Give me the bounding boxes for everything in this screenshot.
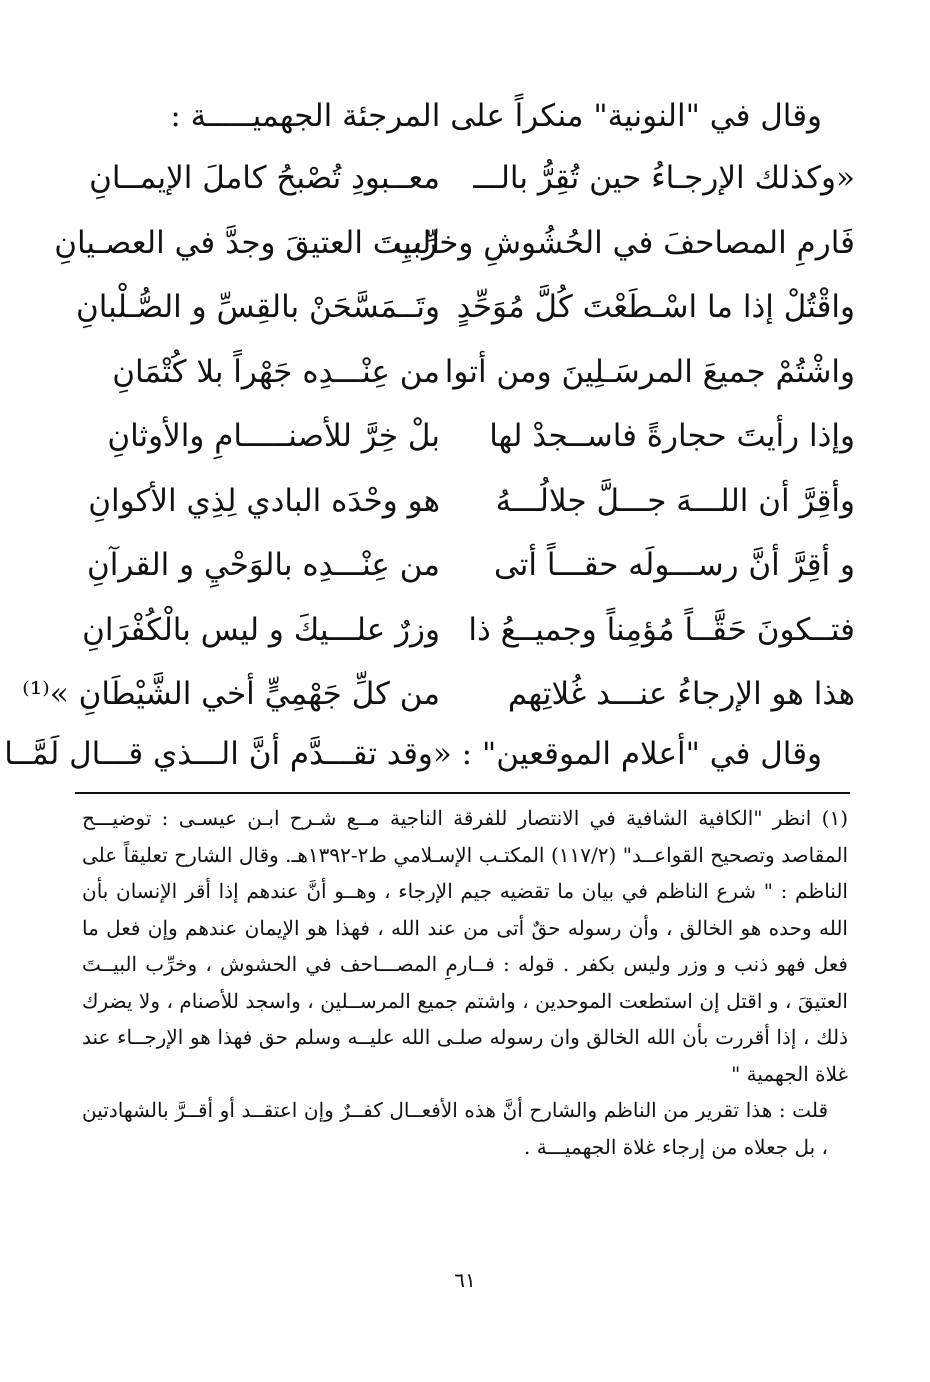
verse-second-hemistich: من عِنْـــدِه جَهْراً بلا كُتْمَانِ [112,353,440,390]
verse-first-hemistich: فتــكونَ حَقَّــاً مُؤمِناً وجميــعُ ذا [468,611,855,648]
footnotes [82,800,848,1165]
poem-verses [22,148,855,729]
section-heading: وقال في "النونية" منكراً على المرجئة الجهميـــــة : [170,98,822,134]
closing-line: وقال في "أعلام الموقعين" : «وقد تقـــدَّم أنَّ الـــذي قـــال لَمَّــا [4,736,822,772]
verse-line [89,148,855,213]
verse-line [75,277,855,342]
verse-second-hemistich: من عِنْـــدِه بالوَحْيِ و القرآنِ [87,547,440,583]
verse-line [87,535,855,600]
verse-first-hemistich: و أقِرَّ أنَّ رســـولَه حقـــاً أتى [493,547,855,583]
footnote-paragraph: قلت : هذا تقرير من الناظم والشارح أنَّ هذه الأفعــال كفــرٌ وإن اعتقــد أو أقــرَّ بالشهادتين ، بل جعلاه من إرجاء غلاة الجهميـــة . [82,1098,828,1159]
verse-line [54,213,855,278]
verse-first-hemistich: «وكذلك الإرجـاءُ حين تُقِرُّ بالـــ [473,160,855,196]
page-number: ٦١ [454,1268,476,1292]
verse-first-hemistich: فَارمِ المصاحفَ في الحُشُوشِ وخرِّبِ [392,224,855,261]
verse-second-hemistich: من كلِّ جَهْمِيٍّ أخي الشَّيْطَانِ »⁽¹⁾ [22,676,440,712]
verse-second-hemistich: وتَــمَسَّحَنْ بالقِسِّ و الصُّـلْبانِ [75,289,440,325]
verse-second-hemistich: البيتَ العتيقَ وجدَّ في العصـيانِ [54,224,440,261]
verse-line [100,406,855,471]
verse-second-hemistich: وزرٌ علـــيكَ و ليس بالْكُفْرَانِ [82,611,440,648]
verse-second-hemistich: معــبودِ تُصْبحُ كاملَ الإيمــانِ [89,160,440,196]
verse-second-hemistich: هو وحْدَه البادي لِذِي الأكوانِ [88,482,440,519]
verse-line [22,664,855,729]
verse-second-hemistich: بلْ خِرَّ للأصنـــــامِ والأوثانِ [107,418,440,454]
verse-line [82,600,855,665]
footnote-paragraph: (١) انظر "الكافية الشافية في الانتصار للفرقة الناجية مــع شـرح ابـن عيسـى : توضيـــح المقاصد وتصحيح القواعــد" (١١٧/٢) المكتـب الإسـلامي ط٢-١٣٩٢هـ. وقال الشارح تعليقاً على الناظم : " شرع الناظم في بيان ما تقضيه جيم الإرجاء ، وهــو أنَّ عندهم إذا أقر الإنسان بأن الله وحده هو الخالق ، وأن رسوله حقٌ أتى من عند الله ، فهذا هو الإيمان عندهم وإن فعل ما فعل فهو ذنب و وزر وليس بكفر . قوله : فــارمِ المصـــاحف في الحشوش ، وخرِّب البيــتَ العتيقَ ، و اقتل إن استطعت الموحدين ، واشتم جميع المرســلين ، واسجد للأصنام ، ولا يضرك ذلك ، إذا أقررت بأن الله الخالق وان رسوله صلـى الله عليــه وسلم حق فهذا هو الإرجــاء عند غلاة الجهمية " [82,806,848,1086]
verse-first-hemistich: هذا هو الإرجاءُ عنـــد غُلاتِهم [507,676,855,712]
verse-first-hemistich: واقْتُلْ إذا ما اسْـطَعْتَ كُلَّ مُوَحِّدٍ [456,289,855,325]
verse-line [100,342,855,407]
verse-first-hemistich: واشْتُمْ جميعَ المرسَـلِينَ ومن أتوا [444,353,855,390]
footnote-divider [75,792,850,794]
verse-first-hemistich: وإذا رأيتَ حجارةً فاســجدْ لها [489,418,855,454]
verse-line [88,471,855,536]
verse-first-hemistich: وأقِرَّ أن اللـــهَ جـــلَّ جلالُـــهُ [495,482,855,519]
